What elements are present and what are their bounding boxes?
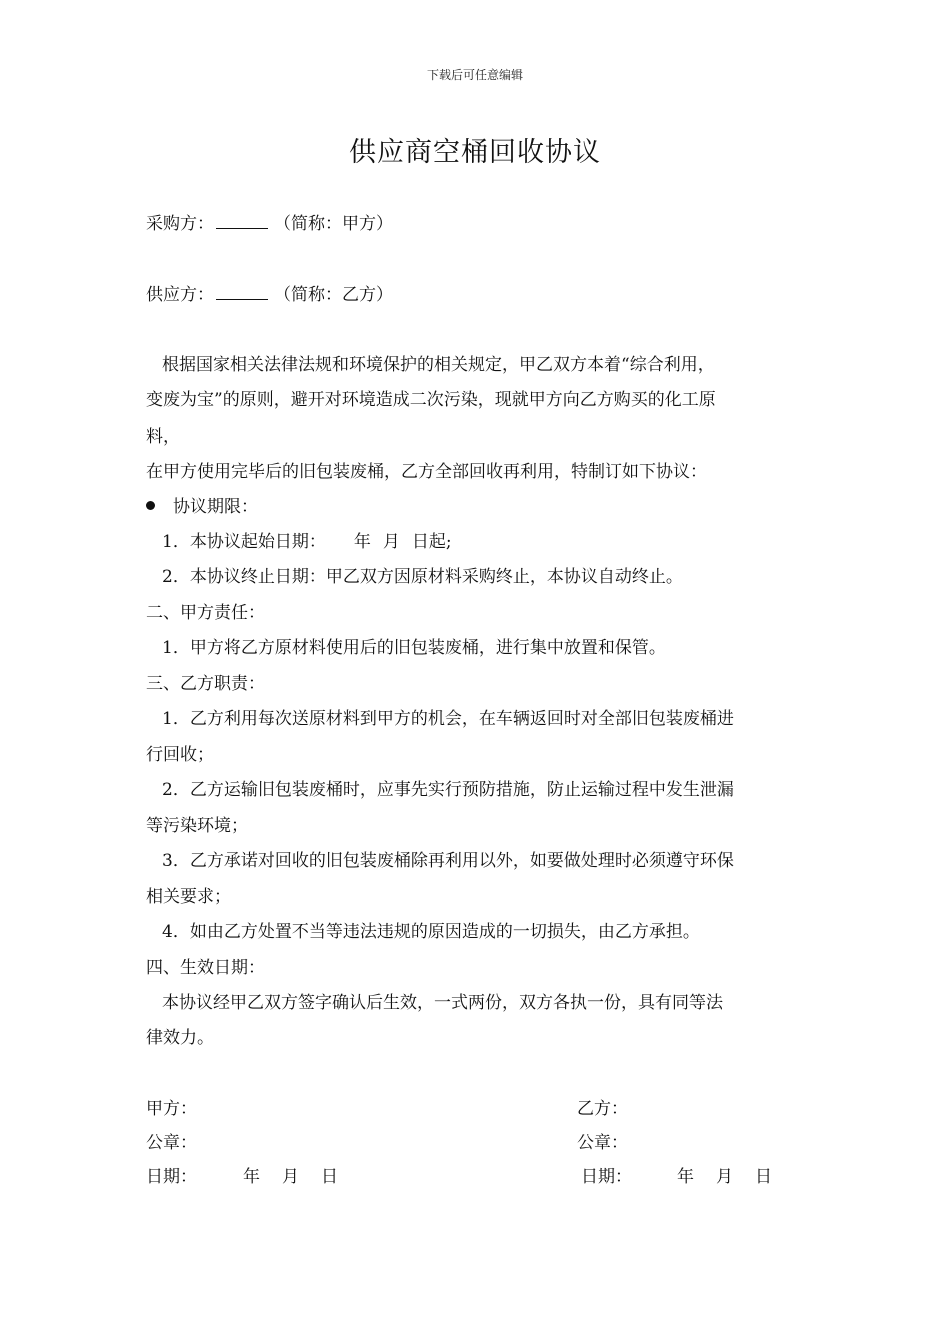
bullet-icon bbox=[146, 501, 155, 510]
supplier-line bbox=[146, 280, 393, 305]
signature-date-a bbox=[146, 1162, 338, 1187]
document-title: 供应商空桶回收协议 bbox=[349, 137, 601, 168]
date-a-month: 月 bbox=[282, 1167, 299, 1187]
section3-item4: 4．如由乙方处置不当等违法违规的原因造成的一切损失，由乙方承担。 bbox=[162, 922, 700, 942]
section3-item2-line-b: 等污染环境； bbox=[146, 816, 248, 836]
signature-party-a: 甲方： bbox=[146, 1099, 197, 1119]
section1-item1 bbox=[162, 527, 452, 552]
signature-seal-b: 公章： bbox=[577, 1133, 628, 1153]
section1-item2: 2．本协议终止日期：甲乙双方因原材料采购终止，本协议自动终止。 bbox=[162, 567, 683, 587]
supplier-label: 供应方： bbox=[146, 285, 214, 305]
intro-line-3: 料， bbox=[146, 427, 180, 447]
section1-item1-year: 年 bbox=[353, 532, 371, 552]
section4-text-line-a: 本协议经甲乙双方签字确认后生效，一式两份，双方各执一份，具有同等法 bbox=[162, 993, 723, 1013]
supplier-name-blank[interactable] bbox=[216, 284, 268, 300]
section1-item1-prefix: 1．本协议起始日期： bbox=[162, 532, 326, 552]
section1-item1-month: 月 bbox=[382, 532, 400, 552]
date-b-label: 日期： bbox=[581, 1167, 632, 1187]
signature-seal-a: 公章： bbox=[146, 1133, 197, 1153]
intro-line-2: 变废为宝”的原则，避开对环境造成二次污染，现就甲方向乙方购买的化工原 bbox=[146, 390, 716, 410]
section1-item1-day: 日起; bbox=[411, 532, 452, 552]
section3-item3-line-a: 3．乙方承诺对回收的旧包装废桶除再利用以外，如要做处理时必须遵守环保 bbox=[162, 851, 734, 871]
section2-item1: 1．甲方将乙方原材料使用后的旧包装废桶，进行集中放置和保管。 bbox=[162, 638, 666, 658]
date-b-year: 年 bbox=[677, 1167, 694, 1187]
buyer-suffix: （简称：甲方） bbox=[274, 214, 393, 234]
section1-heading-row bbox=[146, 492, 258, 517]
section3-heading: 三、乙方职责： bbox=[146, 674, 265, 694]
section1-heading: 协议期限： bbox=[173, 497, 258, 517]
section4-heading: 四、生效日期： bbox=[146, 958, 265, 978]
date-a-label: 日期： bbox=[146, 1167, 197, 1187]
date-b-month: 月 bbox=[716, 1167, 733, 1187]
date-a-day: 日 bbox=[321, 1167, 338, 1187]
section3-item2-line-a: 2．乙方运输旧包装废桶时，应事先实行预防措施，防止运输过程中发生泄漏 bbox=[162, 780, 734, 800]
intro-line-1: 根据国家相关法律法规和环境保护的相关规定，甲乙双方本着“综合利用， bbox=[162, 355, 715, 375]
section4-text-line-b: 律效力。 bbox=[146, 1028, 214, 1048]
buyer-line bbox=[146, 209, 393, 234]
signature-party-b: 乙方： bbox=[577, 1099, 628, 1119]
section2-heading: 二、甲方责任： bbox=[146, 603, 265, 623]
intro-line-4: 在甲方使用完毕后的旧包装废桶，乙方全部回收再利用，特制订如下协议： bbox=[146, 462, 707, 482]
buyer-name-blank[interactable] bbox=[216, 213, 268, 229]
buyer-label: 采购方： bbox=[146, 214, 214, 234]
section3-item1-line-a: 1．乙方利用每次送原材料到甲方的机会，在车辆返回时对全部旧包装废桶进 bbox=[162, 709, 734, 729]
header-note: 下载后可任意编辑 bbox=[426, 68, 523, 82]
date-b-day: 日 bbox=[755, 1167, 772, 1187]
section3-item1-line-b: 行回收； bbox=[146, 745, 214, 765]
section3-item3-line-b: 相关要求； bbox=[146, 887, 231, 907]
date-a-year: 年 bbox=[243, 1167, 260, 1187]
signature-date-b bbox=[581, 1162, 772, 1187]
supplier-suffix: （简称：乙方） bbox=[274, 285, 393, 305]
